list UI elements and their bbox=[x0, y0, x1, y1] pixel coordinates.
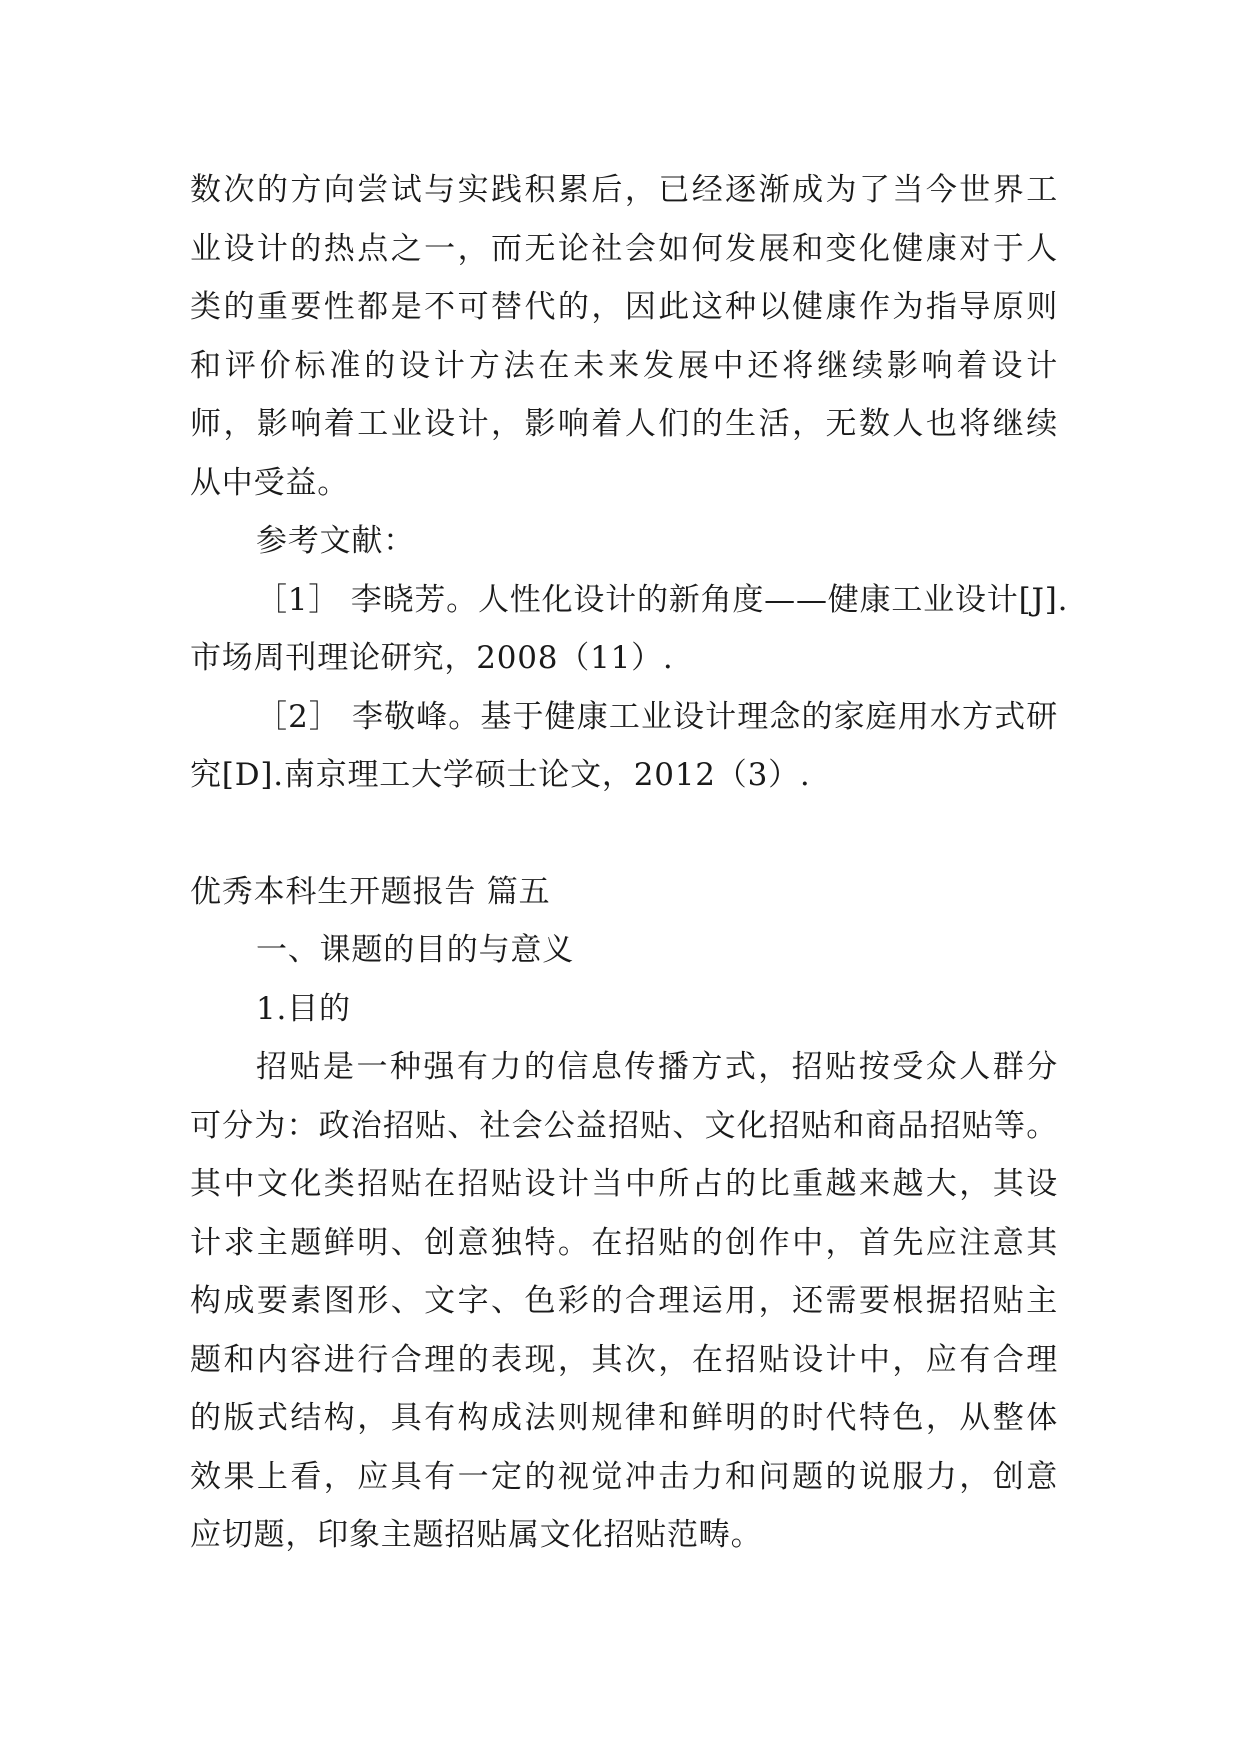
paragraph-line: 和评价标准的设计方法在未来发展中还将继续影响着设计 bbox=[190, 347, 1058, 384]
references-heading: 参考文献： bbox=[256, 523, 415, 559]
reference-2-line-1: ［2］ 李敬峰。基于健康工业设计理念的家庭用水方式研 bbox=[256, 698, 1058, 735]
reference-1-line-2: 市场周刊理论研究，2008（11）. bbox=[190, 640, 674, 676]
paragraph-line: 应切题，印象主题招贴属文化招贴范畴。 bbox=[190, 1517, 763, 1553]
document-page bbox=[190, 161, 1069, 1565]
paragraph-line: 类的重要性都是不可替代的，因此这种以健康作为指导原则 bbox=[190, 289, 1058, 325]
reference-1-line-1: ［1］ 李晓芳。人性化设计的新角度——健康工业设计[J]. bbox=[256, 581, 1069, 618]
paragraph-line: 构成要素图形、文字、色彩的合理运用，还需要根据招贴主 bbox=[190, 1283, 1058, 1319]
section-gap bbox=[190, 805, 1058, 863]
closing-paragraph bbox=[190, 161, 1058, 512]
paragraph-line: 从中受益。 bbox=[190, 464, 349, 501]
paragraph-line: 的版式结构，具有构成法则规律和鲜明的时代特色，从整体 bbox=[190, 1400, 1058, 1436]
paragraph-line: 其中文化类招贴在招贴设计当中所占的比重越来越大，其设 bbox=[190, 1166, 1058, 1202]
paragraph-line: 数次的方向尝试与实践积累后，已经逐渐成为了当今世界工 bbox=[190, 172, 1058, 208]
paragraph-line: 师，影响着工业设计，影响着人们的生活，无数人也将继续 bbox=[190, 406, 1058, 442]
paragraph-line: 可分为：政治招贴、社会公益招贴、文化招贴和商品招贴等。 bbox=[190, 1107, 1058, 1144]
paragraph-line: 计求主题鲜明、创意独特。在招贴的创作中，首先应注意其 bbox=[190, 1224, 1058, 1261]
section-subheading: 一、课题的目的与意义 bbox=[256, 932, 574, 968]
section-title: 优秀本科生开题报告 篇五 bbox=[190, 873, 551, 910]
paragraph-line: 业设计的热点之一，而无论社会如何发展和变化健康对于人 bbox=[190, 230, 1058, 267]
paragraph-line: 招贴是一种强有力的信息传播方式，招贴按受众人群分 bbox=[256, 1049, 1058, 1085]
section-five bbox=[190, 863, 1058, 1565]
references-block bbox=[190, 512, 1069, 805]
paragraph-line: 效果上看，应具有一定的视觉冲击力和问题的说服力，创意 bbox=[190, 1458, 1058, 1495]
section-item-heading: 1.目的 bbox=[256, 990, 351, 1027]
paragraph-line: 题和内容进行合理的表现，其次，在招贴设计中，应有合理 bbox=[190, 1341, 1058, 1378]
reference-2-line-2: 究[D].南京理工大学硕士论文，2012（3）. bbox=[190, 757, 811, 793]
